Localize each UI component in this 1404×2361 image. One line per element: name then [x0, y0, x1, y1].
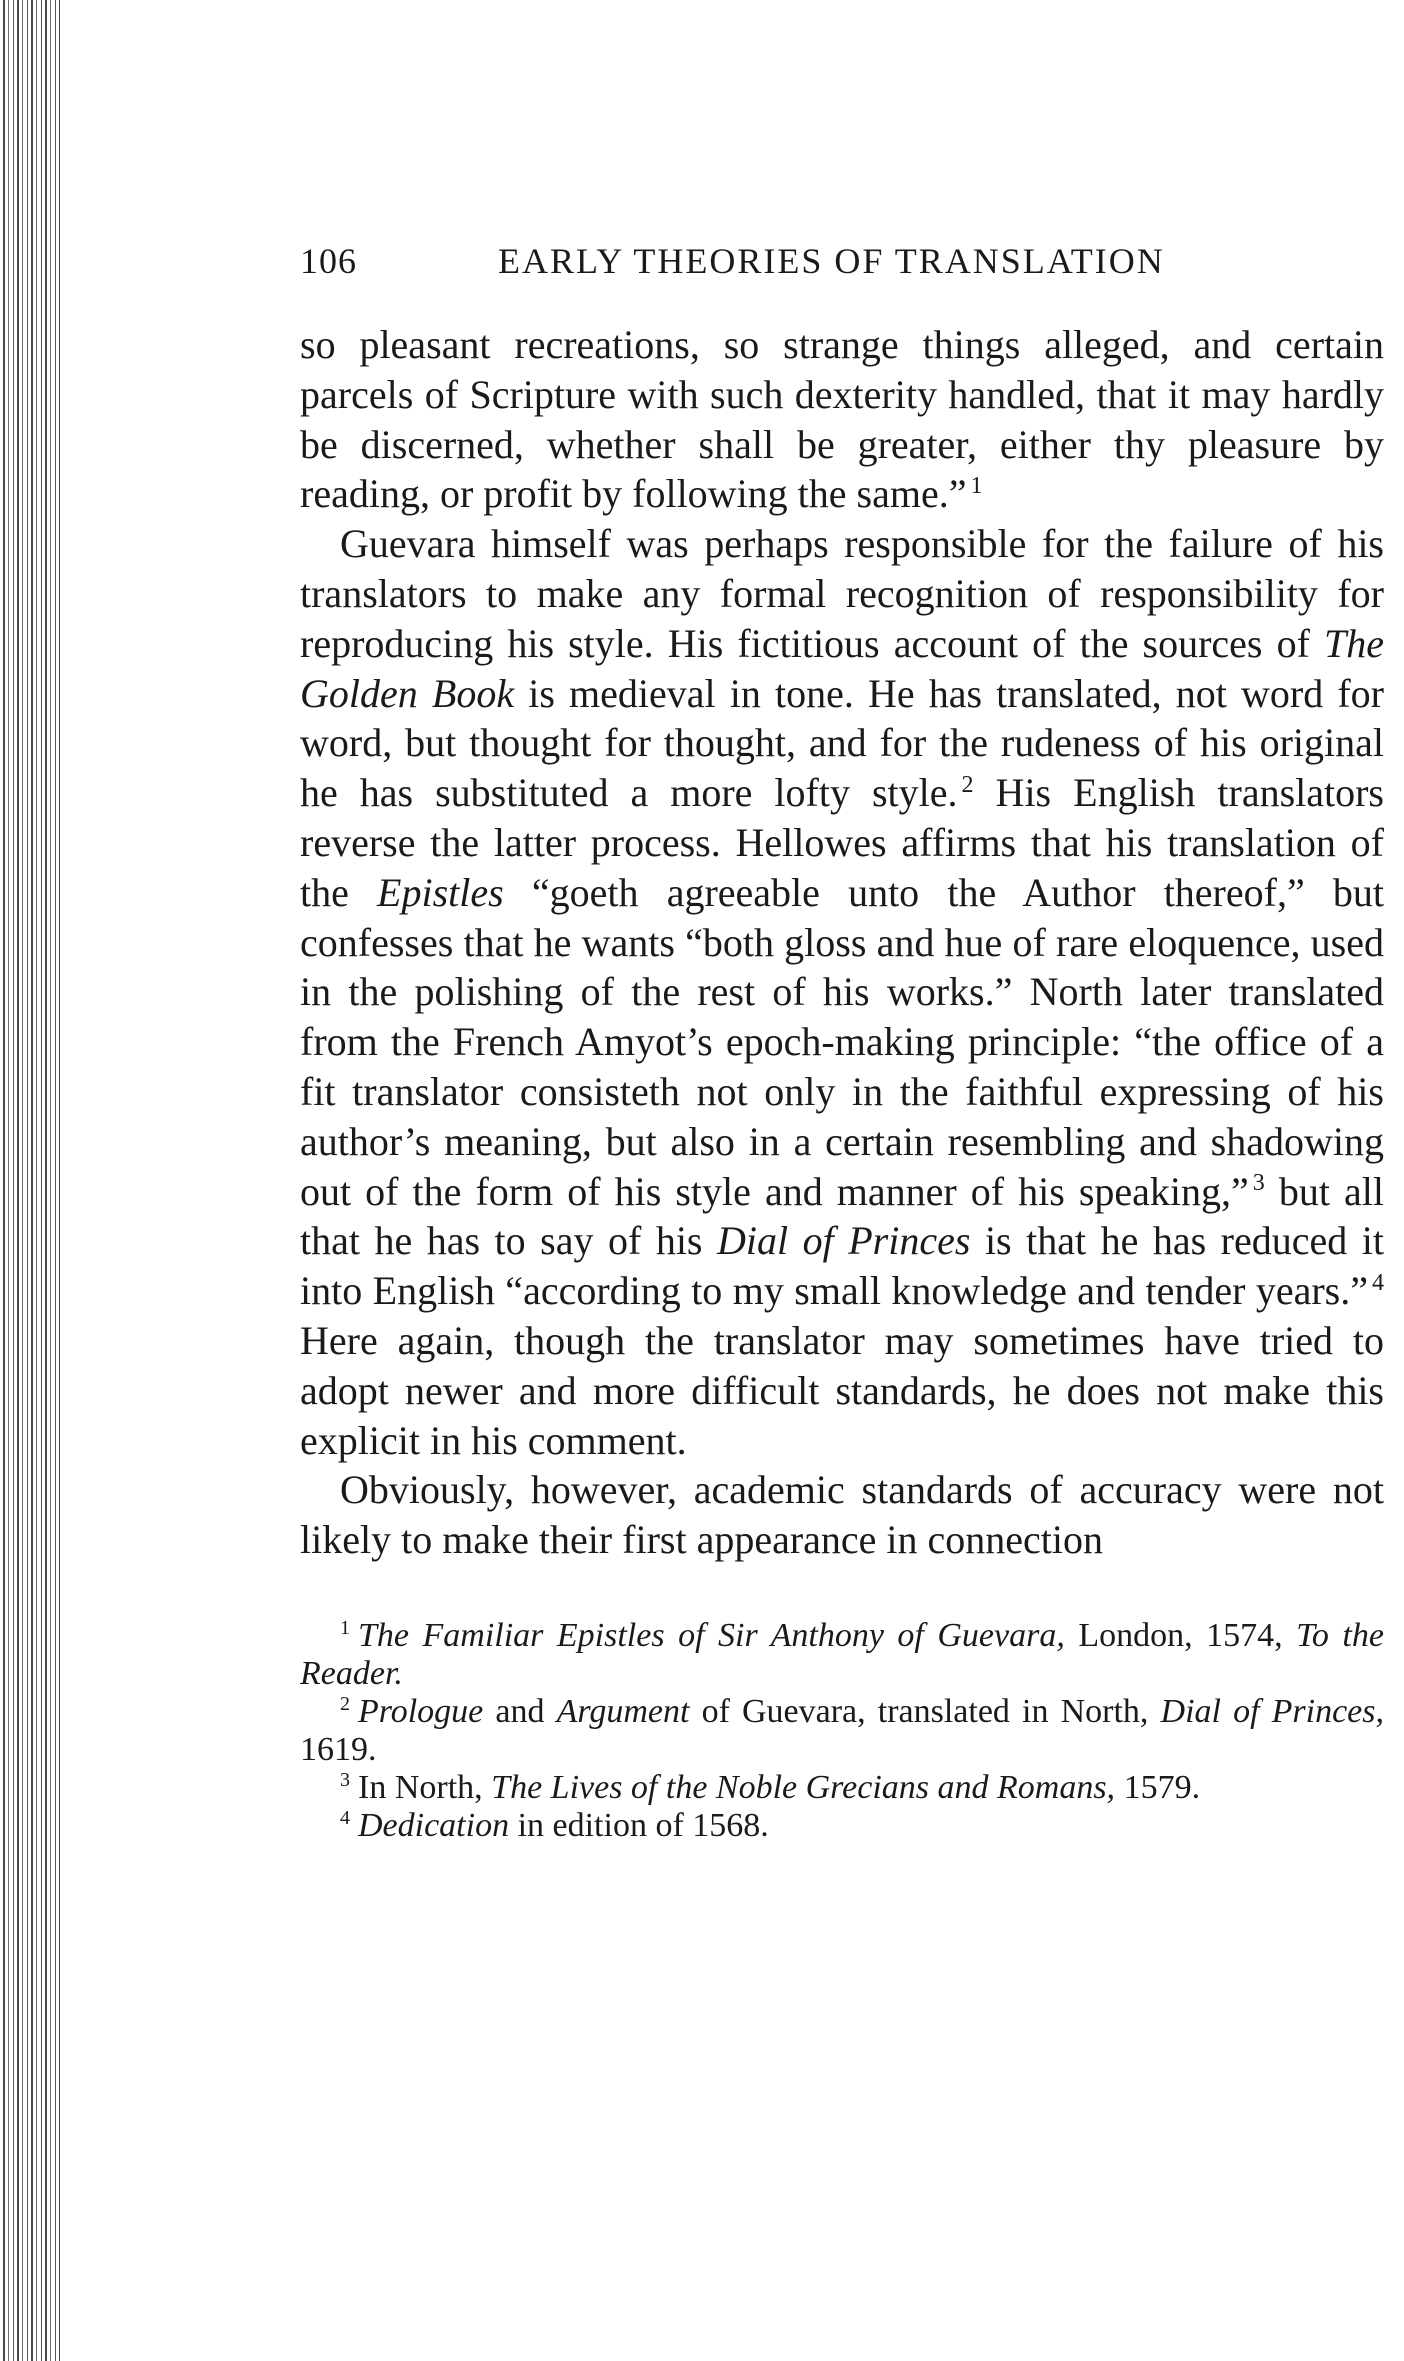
- footnote-ref-4: 4: [1372, 1269, 1384, 1296]
- book-page: [300, 240, 1384, 1845]
- footnote-mark-3: 3: [340, 1768, 350, 1791]
- running-head: [300, 240, 1384, 300]
- paragraph-obviously: Obviously, however, academic standards of accuracy were not likely to make their first appearance in connection: [300, 1467, 1384, 1563]
- title-epistles: Epistles: [377, 869, 504, 915]
- footnote-ref-1: 1: [970, 473, 983, 500]
- footnote-ref-2: 2: [961, 771, 974, 798]
- footnote-mark-2: 2: [340, 1692, 350, 1715]
- footnote-3: $^3$ In North, The Lives of the Noble Grecians and Romans, 1579.: [340, 1768, 1201, 1806]
- page-number: 106: [300, 241, 357, 281]
- footnote-1: $^1$ The Familiar Epistles of Sir Anthony of Guevara, London, 1574, To the Reader.: [300, 1616, 1384, 1692]
- footnotes: [300, 1617, 1384, 1845]
- paragraph-continued: so pleasant recreations, so strange things alleged, and certain parcels of Scripture with such dexterity handled, that it may hardly be discerned, whether shall be greater, either thy pleasure by reading, or profit by following the same.” $^1$: [300, 322, 1384, 517]
- title-dial-of-princes: Dial of Princes: [717, 1218, 971, 1264]
- body-text: [300, 320, 1384, 1565]
- footnote-2: $^2$ Prologue and Argument of Guevara, translated in North, Dial of Princes, 1619.: [300, 1692, 1385, 1768]
- scan-binding-edge: [0, 0, 60, 2361]
- title-golden-book: The Golden Book: [300, 620, 1384, 716]
- footnote-4: $^4$ Dedication in edition of 1568.: [340, 1806, 769, 1844]
- running-title: EARLY THEORIES OF TRANSLATION: [498, 241, 1165, 281]
- footnote-ref-3: 3: [1252, 1170, 1265, 1197]
- footnote-mark-1: 1: [340, 1616, 350, 1639]
- footnote-mark-4: 4: [340, 1806, 350, 1829]
- paragraph-guevara: Guevara himself was perhaps responsible for the failure of his translators to make any formal recognition of responsibility for reproducing his style. His fictitious account of the sources of The Golden Book is medieval in tone. He has translated, not word for word, but thought for thought, and for the rudeness of his original he has substituted a more lofty style. $^2$ His English translators reverse the latter process. Hellowes affirms that his translation of the Epistles “goeth agreeable unto the Author thereof,” but confesses that he wants “both gloss and hue of rare eloquence, used in the polishing of the rest of his works.” North later translated from the French Amyot’s epoch-making principle: “the office of a fit translator consisteth not only in the faithful expressing of his author’s meaning, but also in a certain resembling and shadowing out of the form of his style and manner of his speaking,” $^3$ but all that he has to say of his Dial of Princes is that he has reduced it into English “according to my small knowledge and tender years.” $^4$ Here again, though the translator may sometimes have tried to adopt newer and more difficult standards, he does not make this explicit in his comment.: [300, 521, 1385, 1463]
